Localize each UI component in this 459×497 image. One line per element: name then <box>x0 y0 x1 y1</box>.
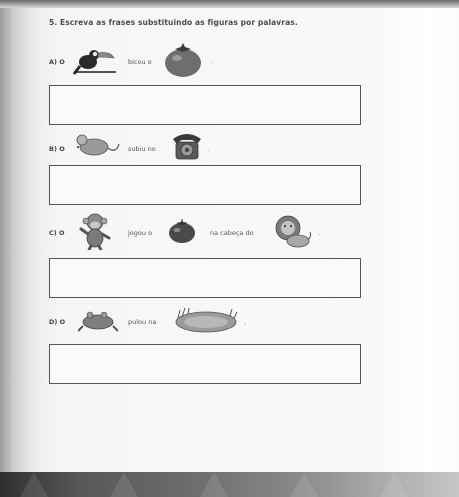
item-d-letter: D) O <box>49 318 66 326</box>
bottom-decoration <box>290 472 318 497</box>
item-b-period: . <box>207 145 210 153</box>
item-b-letter: B) O <box>49 145 65 153</box>
page-top-edge <box>0 0 459 8</box>
item-b-text-1: subiu no <box>128 145 156 153</box>
item-c-text-2: na cabeça do <box>210 229 254 237</box>
tomato-picture <box>163 42 203 78</box>
item-d-period: . <box>244 318 247 326</box>
monkey-picture <box>77 212 113 250</box>
item-c-period: . <box>318 229 321 237</box>
puddle-picture <box>174 304 238 334</box>
bottom-decoration <box>110 472 138 497</box>
bottom-decoration <box>200 472 228 497</box>
lion-picture <box>272 214 312 248</box>
bottom-decoration <box>20 472 48 497</box>
answer-box-d[interactable] <box>49 344 361 384</box>
bottom-decoration <box>380 472 408 497</box>
toucan-picture <box>72 46 118 76</box>
frog-picture <box>78 308 118 332</box>
mouse-picture <box>72 134 120 158</box>
item-c-letter: C) O <box>49 229 65 237</box>
item-a-text-1: bicou o <box>128 58 152 66</box>
item-d-text-1: pulou na <box>128 318 157 326</box>
answer-box-b[interactable] <box>49 165 361 205</box>
tomato-picture <box>168 218 196 244</box>
item-a-period: . <box>211 57 214 65</box>
item-c-text-1: jogou o <box>128 229 153 237</box>
answer-box-a[interactable] <box>49 85 361 125</box>
answer-box-c[interactable] <box>49 258 361 298</box>
telephone-picture <box>170 131 204 161</box>
exercise-instruction: 5. Escreva as frases substituindo as figuras por palavras. <box>49 18 298 27</box>
item-a-letter: A) O <box>49 58 65 66</box>
